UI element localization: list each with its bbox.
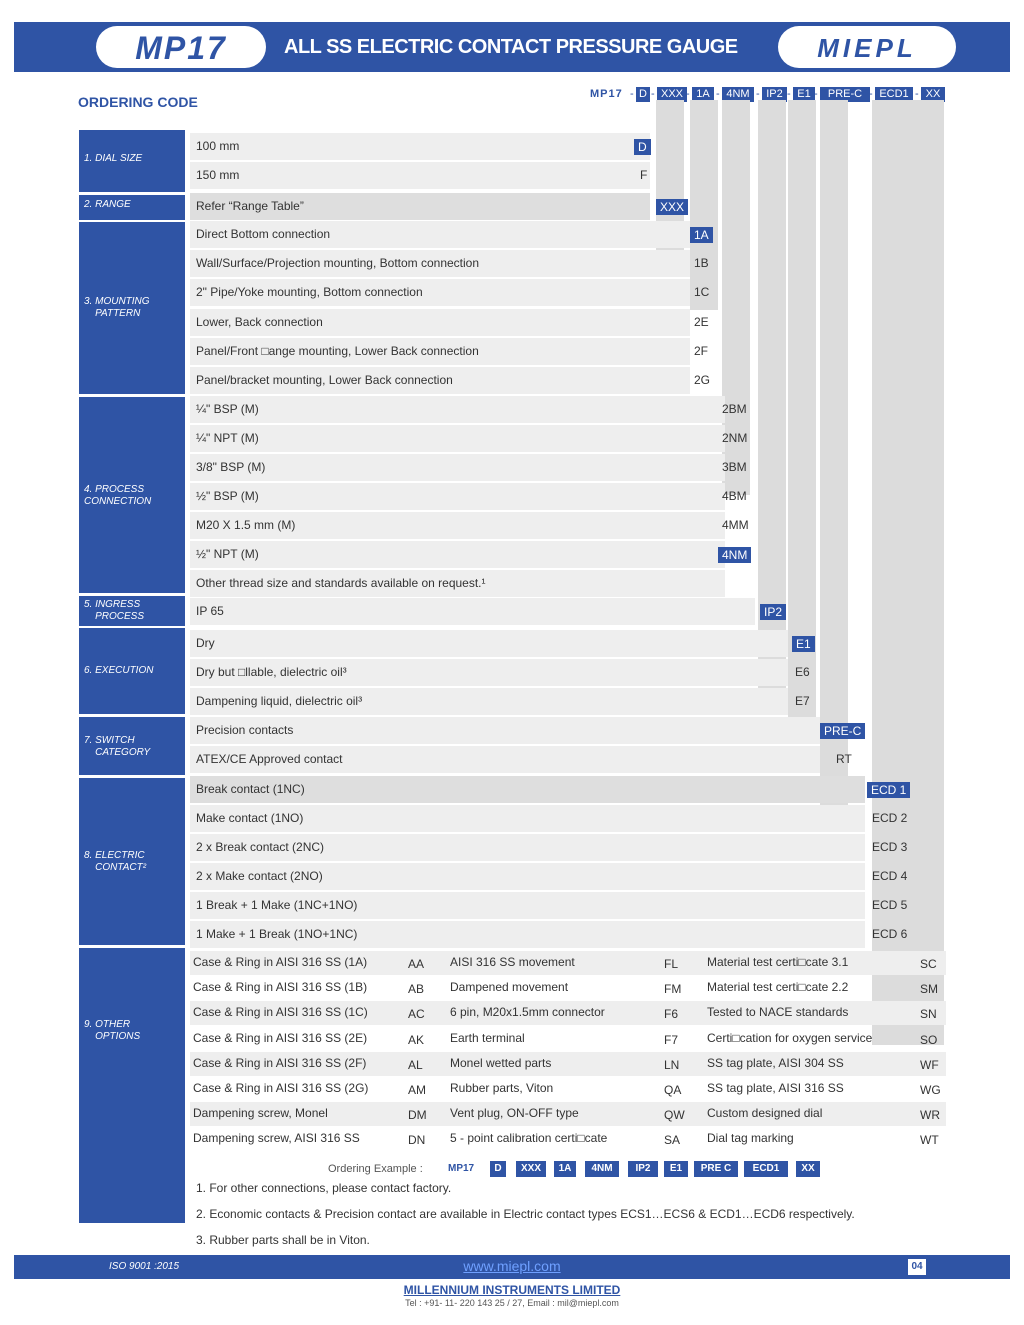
other-option-code: AK <box>408 1032 425 1047</box>
company-logo: MIEPL <box>817 33 917 63</box>
option-row: 150 mm <box>190 162 650 189</box>
option-code: 3BM <box>722 460 747 474</box>
option-code: 2F <box>694 344 709 358</box>
other-option-code: QW <box>664 1108 685 1123</box>
other-option-code: WF <box>920 1057 939 1072</box>
other-option-code: SA <box>664 1133 681 1148</box>
section-label: 3. MOUNTING PATTERN <box>84 296 150 319</box>
option-code: XXX <box>656 199 688 215</box>
option-code: 1A <box>690 227 713 243</box>
option-code: ECD 4 <box>872 869 908 883</box>
option-row: Direct Bottom connection <box>190 221 690 248</box>
option-row: 1 Break + 1 Make (1NC+1NO) <box>190 892 865 919</box>
option-row: Panel/Front □ange mounting, Lower Back connection <box>190 338 690 365</box>
other-option-code: LN <box>664 1057 680 1072</box>
code-bar-code: IP2 <box>762 87 787 102</box>
option-row: Refer “Range Table” <box>190 193 650 220</box>
other-option-text: Case & Ring in AISI 316 SS (2G) <box>193 1081 369 1095</box>
option-row: Dry <box>190 630 788 657</box>
option-row: ½" NPT (M) <box>190 541 725 568</box>
iso-certification: ISO 9001 :2015 <box>109 1261 180 1272</box>
code-bar-separator: - <box>686 88 690 100</box>
section-label: 9. OTHER OPTIONS <box>84 1019 141 1042</box>
option-code: PRE-C <box>820 723 865 739</box>
example-code: XXX <box>516 1161 546 1177</box>
website-link[interactable]: www.miepl.com <box>463 1258 561 1274</box>
option-row: ¼" NPT (M) <box>190 425 725 452</box>
option-row: ½" BSP (M) <box>190 483 725 510</box>
option-row: ATEX/CE Approved contact <box>190 746 820 773</box>
option-code: E7 <box>795 694 810 708</box>
code-strip <box>820 100 848 820</box>
option-code: ECD 5 <box>872 898 908 912</box>
other-option-code: WR <box>920 1108 940 1123</box>
other-option-code: F7 <box>664 1032 679 1047</box>
code-bar-separator: - <box>716 88 720 100</box>
code-bar-code: 1A <box>692 87 714 102</box>
option-row: 100 mm <box>190 133 650 160</box>
section-label: 4. PROCESS CONNECTION <box>84 484 152 507</box>
other-option-text: AISI 316 SS movement <box>450 955 575 969</box>
option-code: ECD 3 <box>872 840 908 854</box>
option-code: RT <box>836 752 852 766</box>
other-option-text: Dial tag marking <box>707 1131 794 1146</box>
page-number: 04 <box>908 1259 926 1275</box>
other-option-code: F6 <box>664 1007 679 1022</box>
other-option-text: 5 - point calibration certi□cate <box>450 1131 608 1146</box>
option-row: Dampening liquid, dielectric oil³ <box>190 688 788 715</box>
other-option-code: DM <box>408 1108 427 1123</box>
other-option-text: Material test certi□cate 3.1 <box>707 955 849 969</box>
example-code: ECD1 <box>744 1161 788 1177</box>
other-option-code: SM <box>920 982 938 997</box>
option-row: Precision contacts <box>190 717 820 744</box>
option-row: Make contact (1NO) <box>190 805 865 832</box>
option-code: E1 <box>792 636 815 652</box>
example-label: Ordering Example : <box>328 1163 423 1175</box>
option-row: 3/8" BSP (M) <box>190 454 725 481</box>
section-label: 8. ELECTRIC CONTACT² <box>84 850 147 873</box>
option-code: 4MM <box>722 518 749 532</box>
code-bar-separator: - <box>869 88 873 100</box>
code-bar-separator: - <box>787 88 791 100</box>
other-option-code: WG <box>920 1083 941 1097</box>
other-option-code: SC <box>920 957 937 971</box>
option-row: Panel/bracket mounting, Lower Back connection <box>190 367 690 394</box>
option-row: M20 X 1.5 mm (M) <box>190 512 725 539</box>
other-option-code: SN <box>920 1007 937 1022</box>
other-option-text: Earth terminal <box>450 1030 525 1045</box>
section-label: 7. SWITCH CATEGORY <box>84 735 151 758</box>
other-option-text: Monel wetted parts <box>450 1055 552 1070</box>
code-bar-separator: - <box>651 88 655 100</box>
footer-bar <box>14 1255 1010 1279</box>
example-code: 1A <box>554 1161 576 1177</box>
option-code: 2G <box>694 373 711 387</box>
option-code: 1C <box>694 285 710 299</box>
code-bar-separator: - <box>756 88 760 100</box>
example-model: MP17 <box>448 1163 475 1174</box>
other-option-text: Dampening screw, AISI 316 SS <box>193 1131 360 1146</box>
option-code: 1B <box>694 256 709 270</box>
option-code: 4BM <box>722 489 747 503</box>
other-option-text: SS tag plate, AISI 304 SS <box>707 1055 844 1070</box>
company-name: MILLENNIUM INSTRUMENTS LIMITED <box>403 1283 621 1297</box>
option-code: ECD 2 <box>872 811 908 825</box>
other-option-text: Custom designed dial <box>707 1106 823 1121</box>
ordering-code-title: ORDERING CODE <box>78 94 198 110</box>
section-sidebar <box>79 948 185 1223</box>
other-option-text: SS tag plate, AISI 316 SS <box>707 1081 844 1095</box>
other-option-text: Case & Ring in AISI 316 SS (2F) <box>193 1055 367 1070</box>
code-strip <box>916 100 944 1045</box>
example-code: D <box>490 1161 506 1177</box>
other-option-code: DN <box>408 1133 426 1148</box>
header-bar <box>14 22 1010 72</box>
model-badge <box>96 26 266 68</box>
contact-info: Tel : +91- 11- 220 143 25 / 27, Email : mil@miepl.com <box>405 1298 619 1308</box>
other-option-text: Case & Ring in AISI 316 SS (1A) <box>193 955 368 969</box>
footnote-2: 2. Economic contacts & Precision contact are available in Electric contact types ECS1…ECS6 & ECD1…ECD6 respectively. <box>196 1207 855 1221</box>
option-row: 2 x Break contact (2NC) <box>190 834 865 861</box>
other-option-text: Tested to NACE standards <box>707 1005 849 1020</box>
code-bar-separator: - <box>814 88 818 100</box>
option-code: 2E <box>694 315 709 329</box>
footnote-1: 1. For other connections, please contact factory. <box>196 1181 452 1195</box>
option-row: Other thread size and standards available on request.¹ <box>190 570 725 597</box>
code-bar-code: PRE-C <box>820 87 870 102</box>
option-code: 4NM <box>718 547 751 563</box>
other-option-text: Case & Ring in AISI 316 SS (1C) <box>193 1005 368 1020</box>
other-option-code: FM <box>664 982 682 997</box>
example-code: PRE C <box>694 1161 738 1177</box>
other-option-text: Certi□cation for oxygen service <box>707 1030 873 1045</box>
option-code: F <box>640 168 648 182</box>
option-code: ECD 6 <box>872 927 908 941</box>
logo-badge <box>778 26 956 68</box>
code-strip <box>690 100 718 310</box>
other-option-code: WT <box>920 1133 939 1148</box>
other-option-text: 6 pin, M20x1.5mm connector <box>450 1005 605 1020</box>
example-code: E1 <box>664 1161 688 1177</box>
option-code: 2BM <box>722 402 747 416</box>
other-option-code: AL <box>408 1057 423 1072</box>
other-option-code: FL <box>664 957 679 971</box>
option-row: Dry but □llable, dielectric oil³ <box>190 659 788 686</box>
other-option-text: Case & Ring in AISI 316 SS (2E) <box>193 1030 368 1045</box>
code-bar-code: 4NM <box>722 87 754 102</box>
option-row: ¼" BSP (M) <box>190 396 725 423</box>
other-option-text: Case & Ring in AISI 316 SS (1B) <box>193 980 368 995</box>
other-option-code: AB <box>408 982 425 997</box>
option-row: 2 x Make contact (2NO) <box>190 863 865 890</box>
option-code: ECD 1 <box>867 782 910 798</box>
example-code: XX <box>796 1161 820 1177</box>
code-bar <box>0 87 1024 102</box>
model-name: MP17 <box>135 30 227 66</box>
option-row: IP 65 <box>190 598 755 625</box>
option-code: IP2 <box>760 604 786 620</box>
option-row: Lower, Back connection <box>190 309 690 336</box>
other-option-text: Rubber parts, Viton <box>450 1081 554 1095</box>
option-code: E6 <box>795 665 810 679</box>
code-bar-code: E1 <box>793 87 815 102</box>
other-option-text: Dampening screw, Monel <box>193 1106 328 1121</box>
example-code: 4NM <box>585 1161 619 1177</box>
other-option-text: Vent plug, ON-OFF type <box>450 1106 579 1121</box>
code-bar-code: ECD1 <box>875 87 913 102</box>
section-label: 6. EXECUTION <box>84 665 154 676</box>
code-bar-code: XXX <box>657 87 687 102</box>
code-bar-model: MP17 <box>590 88 623 100</box>
footnote-3: 3. Rubber parts shall be in Viton. <box>196 1233 370 1247</box>
option-row: 2" Pipe/Yoke mounting, Bottom connection <box>190 279 690 306</box>
other-option-code: AA <box>408 957 425 971</box>
code-bar-code: D <box>636 87 650 102</box>
other-option-code: SO <box>920 1032 938 1047</box>
other-option-code: AM <box>408 1083 426 1097</box>
other-option-code: QA <box>664 1083 682 1097</box>
example-code: IP2 <box>628 1161 658 1177</box>
option-code: 2NM <box>722 431 748 445</box>
option-row: Break contact (1NC) <box>190 776 865 803</box>
code-bar-separator: - <box>915 88 919 100</box>
section-label: 1. DIAL SIZE <box>84 153 143 164</box>
option-code: D <box>634 139 651 155</box>
page-title: ALL SS ELECTRIC CONTACT PRESSURE GAUGE <box>284 36 738 58</box>
section-label: 2. RANGE <box>84 199 131 210</box>
other-option-code: AC <box>408 1007 425 1022</box>
other-option-text: Material test certi□cate 2.2 <box>707 980 849 995</box>
code-strip <box>788 100 816 725</box>
option-row: 1 Make + 1 Break (1NO+1NC) <box>190 921 865 948</box>
section-label: 5. INGRESS PROCESS <box>84 599 145 622</box>
code-bar-separator: - <box>630 88 634 100</box>
option-row: Wall/Surface/Projection mounting, Bottom connection <box>190 250 690 277</box>
code-bar-code: XX <box>921 87 945 102</box>
other-option-text: Dampened movement <box>450 980 569 995</box>
